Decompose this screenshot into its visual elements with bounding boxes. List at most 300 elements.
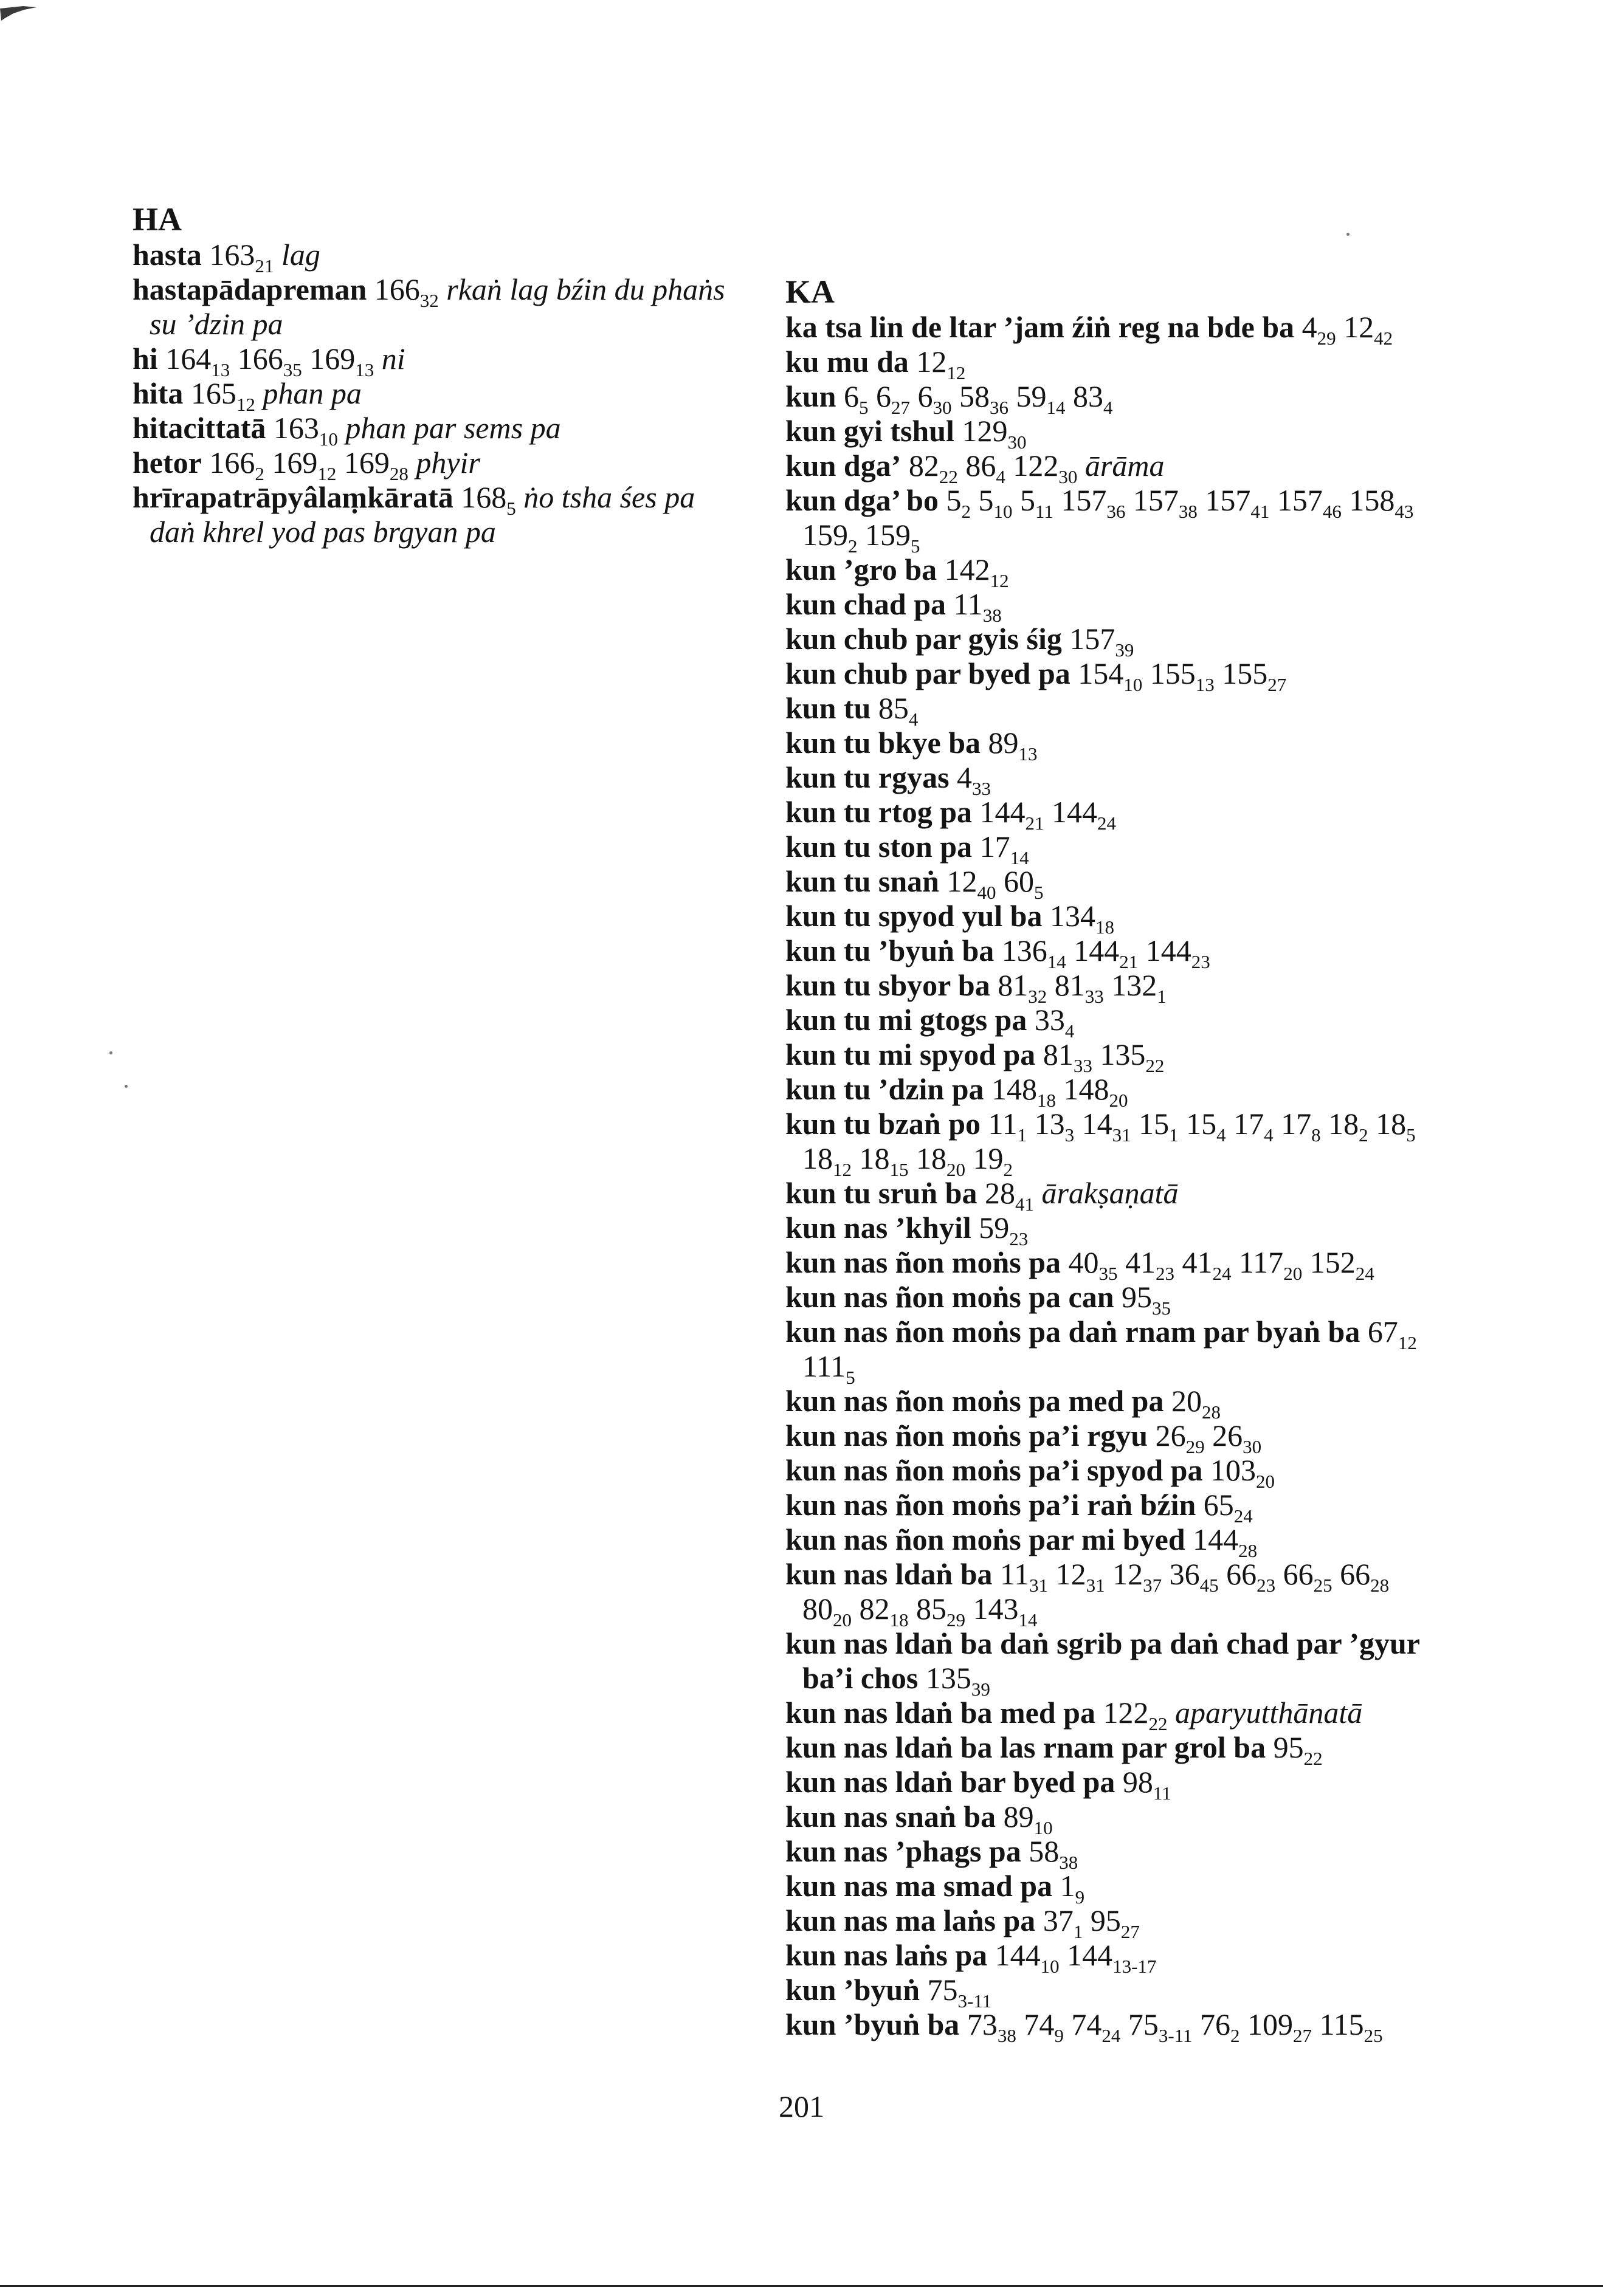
- reference-line: 24: [1212, 1263, 1232, 1284]
- reference-line: 35: [1152, 1298, 1171, 1319]
- page-reference: [1233, 1107, 1274, 1146]
- reference-page: 136: [1001, 933, 1047, 968]
- reference-line: 5: [1406, 1124, 1416, 1146]
- index-column-left: [133, 201, 746, 549]
- reference-page: 81: [1043, 1037, 1074, 1071]
- reference-page: 157: [1061, 483, 1107, 517]
- page-reference: [1309, 1245, 1374, 1284]
- scan-corner-mark: [0, 5, 36, 23]
- page-reference: [1247, 2007, 1312, 2046]
- reference-line: 1: [1169, 1124, 1179, 1146]
- reference-line: 2: [961, 501, 971, 522]
- page-reference: [1367, 1315, 1417, 1353]
- reference-line: 22: [1145, 1055, 1165, 1076]
- page-reference: [1349, 483, 1414, 522]
- reference-line: 25: [1363, 2025, 1383, 2046]
- reference-line: 20: [1283, 1263, 1303, 1284]
- index-entry: [785, 864, 1436, 903]
- page-reference: [1128, 2007, 1193, 2046]
- page-reference: [973, 1592, 1038, 1631]
- reference-line: 31: [1086, 1575, 1105, 1596]
- reference-line: 12: [1398, 1332, 1417, 1353]
- reference-page: 20: [1171, 1384, 1202, 1418]
- page-reference: [802, 518, 858, 557]
- entry-list: [133, 238, 746, 549]
- page-reference: [1029, 1834, 1078, 1873]
- page-reference: [1182, 1245, 1232, 1284]
- reference-line: 36: [1106, 501, 1126, 522]
- page-reference: [979, 1211, 1029, 1249]
- reference-page: 65: [1203, 1488, 1234, 1522]
- reference-page: 169: [343, 445, 390, 479]
- reference-line: 12: [990, 570, 1009, 591]
- reference-page: 83: [1072, 379, 1103, 413]
- page-reference: [1281, 1107, 1321, 1146]
- page-reference: [1043, 1903, 1083, 1942]
- page-reference: [1081, 1107, 1131, 1146]
- index-entry: [133, 411, 746, 450]
- reference-page: 115: [1319, 2007, 1364, 2041]
- page-reference: [209, 238, 274, 277]
- reference-page: 26: [1155, 1418, 1186, 1452]
- reference-line: 33: [1084, 986, 1104, 1007]
- reference-line: 20: [946, 1159, 965, 1180]
- index-entry: [133, 445, 746, 484]
- page-reference: [1078, 656, 1143, 695]
- entry-term: kun dga’: [785, 449, 901, 483]
- reference-line: 22: [1148, 1713, 1168, 1734]
- reference-line: 35: [283, 359, 302, 380]
- entry-term: kun nas ñon moṅs pa med pa: [785, 1384, 1164, 1418]
- page-reference: [865, 518, 920, 557]
- entry-gloss: lag: [281, 238, 320, 272]
- reference-page: 157: [1069, 622, 1115, 656]
- entry-term: kun tu ston pa: [785, 830, 973, 864]
- reference-page: 117: [1239, 1245, 1284, 1279]
- reference-line: 13: [1195, 674, 1215, 695]
- reference-page: 73: [967, 2007, 998, 2041]
- reference-page: 60: [1003, 864, 1034, 898]
- reference-line: 24: [1097, 813, 1117, 834]
- page-reference: [802, 1349, 855, 1388]
- page-reference: [1001, 933, 1066, 972]
- page-reference: [343, 445, 409, 484]
- page-reference: [1060, 1869, 1085, 1908]
- reference-page: 157: [1277, 483, 1323, 517]
- page-reference: [973, 1141, 1013, 1180]
- entry-gloss: rkaṅ lag bźin du phaṅs su ’dzin pa: [150, 272, 725, 341]
- page-reference: [1139, 1107, 1179, 1146]
- entry-term: kun tu sruṅ ba: [785, 1176, 977, 1210]
- entry-term: kun ’byuṅ: [785, 1973, 920, 2007]
- reference-page: 144: [979, 795, 1026, 829]
- reference-page: 166: [237, 342, 283, 376]
- entry-list: [785, 310, 1436, 2046]
- index-entry: [133, 272, 746, 342]
- reference-page: 17: [979, 830, 1010, 864]
- reference-page: 103: [1210, 1453, 1256, 1487]
- reference-page: 168: [461, 480, 507, 514]
- index-entry: [785, 1037, 1436, 1076]
- reference-line: 41: [1015, 1194, 1034, 1215]
- entry-term: ka tsa lin de ltar ’jam źiṅ reg na bde ba: [785, 310, 1295, 344]
- entry-term: kun chub par byed pa: [785, 656, 1070, 690]
- page-reference: [979, 795, 1044, 834]
- entry-term: kun tu spyod yul ba: [785, 899, 1043, 933]
- reference-line: 14: [1018, 1609, 1038, 1631]
- reference-line: 10: [1033, 1817, 1053, 1838]
- page-reference: [1169, 1557, 1219, 1596]
- reference-line: 43: [1394, 501, 1414, 522]
- reference-page: 58: [1029, 1834, 1060, 1868]
- entry-gloss: phan pa: [263, 376, 362, 410]
- page-reference: [1068, 1245, 1118, 1284]
- index-entry: [785, 1453, 1436, 1492]
- reference-page: 98: [1122, 1765, 1153, 1799]
- reference-page: 122: [1013, 449, 1059, 483]
- reference-line: 33: [1073, 1055, 1092, 1076]
- reference-page: 164: [165, 342, 212, 376]
- reference-page: 4: [957, 760, 973, 794]
- reference-page: 159: [865, 518, 911, 552]
- reference-page: 11: [988, 1107, 1018, 1141]
- page-reference: [1061, 483, 1126, 522]
- page-reference: [946, 483, 971, 522]
- page-reference: [1067, 1938, 1157, 1977]
- page-reference: [1155, 1418, 1205, 1457]
- entry-term: hitacittatā: [133, 411, 266, 445]
- reference-page: 26: [1212, 1418, 1243, 1452]
- page-reference: [1043, 1037, 1092, 1076]
- index-entry: [785, 1799, 1436, 1838]
- reference-page: 5: [946, 483, 962, 517]
- reference-page: 154: [1078, 656, 1124, 690]
- reference-page: 85: [878, 691, 909, 725]
- reference-page: 67: [1367, 1315, 1398, 1349]
- entry-term: hetor: [133, 445, 202, 479]
- reference-line: 41: [1250, 501, 1270, 522]
- reference-line: 40: [977, 882, 996, 903]
- entry-term: kun nas ñon moṅs pa can: [785, 1280, 1114, 1314]
- index-entry: [785, 1765, 1436, 1804]
- page-reference: [1193, 1522, 1258, 1561]
- reference-page: 18: [859, 1141, 890, 1175]
- reference-line: 5: [506, 498, 516, 519]
- entry-term: kun tu ’dzin pa: [785, 1072, 984, 1106]
- page-reference: [1052, 795, 1117, 834]
- page-reference: [802, 1592, 852, 1631]
- page-reference: [1055, 1557, 1105, 1596]
- reference-line: 22: [939, 466, 958, 487]
- index-entry: [785, 726, 1436, 765]
- index-entry: [133, 238, 746, 277]
- reference-page: 144: [995, 1938, 1041, 1972]
- reference-line: 12: [833, 1159, 852, 1180]
- reference-line: 11: [1153, 1782, 1171, 1804]
- reference-line: 10: [1123, 674, 1143, 695]
- page-reference: [1145, 933, 1210, 972]
- index-entry: [785, 1384, 1436, 1423]
- reference-page: 18: [1376, 1107, 1407, 1141]
- page-reference: [1071, 2007, 1121, 2046]
- reference-page: 122: [1103, 1696, 1149, 1730]
- page-reference: [1072, 379, 1113, 418]
- page-reference: [1003, 864, 1044, 903]
- reference-page: 159: [802, 518, 848, 552]
- index-entry: [785, 1245, 1436, 1284]
- reference-page: 5: [978, 483, 994, 517]
- index-entry: [785, 830, 1436, 868]
- page-reference: [1074, 933, 1139, 972]
- entry-term: kun gyi tshul: [785, 414, 954, 448]
- reference-line: 29: [1185, 1436, 1205, 1457]
- entry-term: kun nas ma smad pa: [785, 1869, 1053, 1903]
- entry-term: kun nas snaṅ ba: [785, 1799, 996, 1834]
- reference-line: 3-11: [1158, 2025, 1193, 2046]
- reference-line: 14: [1047, 951, 1066, 972]
- reference-line: 13: [355, 359, 374, 380]
- reference-line: 10: [319, 428, 338, 450]
- entry-term: kun tu bzaṅ po: [785, 1107, 981, 1141]
- reference-line: 21: [1119, 951, 1139, 972]
- reference-page: 129: [962, 414, 1008, 448]
- reference-page: 66: [1340, 1557, 1371, 1591]
- index-entry: [785, 760, 1436, 799]
- index-entry: [785, 1973, 1436, 2012]
- page-reference: [946, 864, 996, 903]
- reference-page: 132: [1111, 968, 1157, 1002]
- reference-page: 33: [1034, 1003, 1065, 1037]
- page-reference: [1024, 2007, 1064, 2046]
- index-entry: [785, 968, 1436, 1007]
- reference-line: 4: [1103, 397, 1113, 418]
- page-reference: [998, 968, 1047, 1007]
- reference-line: 11: [1035, 501, 1053, 522]
- page-reference: [1063, 1072, 1128, 1111]
- page-reference: [1319, 2007, 1383, 2046]
- entry-term: kun tu rgyas: [785, 760, 950, 794]
- page-reference: [962, 414, 1027, 453]
- reference-line: 30: [1058, 466, 1078, 487]
- reference-line: 39: [971, 1679, 990, 1700]
- page-reference: [995, 1938, 1060, 1977]
- index-entry: [785, 1730, 1436, 1769]
- reference-page: 74: [1071, 2007, 1102, 2041]
- page-reference: [1186, 1107, 1226, 1146]
- entry-term: hrīrapatrāpyâlaṃkāratā: [133, 480, 453, 514]
- reference-line: 2: [1003, 1159, 1013, 1180]
- reference-page: 6: [875, 379, 891, 413]
- reference-page: 41: [1125, 1245, 1156, 1279]
- reference-page: 135: [925, 1661, 971, 1695]
- reference-line: 35: [1098, 1263, 1118, 1284]
- reference-page: 66: [1226, 1557, 1257, 1591]
- reference-page: 166: [374, 272, 420, 306]
- reference-line: 23: [1257, 1575, 1276, 1596]
- entry-term: hasta: [133, 238, 202, 272]
- entry-term: kun tu snaṅ: [785, 864, 939, 898]
- page-reference: [959, 379, 1008, 418]
- page-reference: [309, 342, 374, 380]
- page-reference: [1122, 1765, 1171, 1804]
- page-reference: [1226, 1557, 1276, 1596]
- reference-line: 4: [1216, 1124, 1226, 1146]
- entry-term: kun dga’ bo: [785, 483, 939, 517]
- page-reference: [1239, 1245, 1303, 1284]
- page-reference: [1034, 1107, 1075, 1146]
- page-reference: [1049, 899, 1114, 938]
- index-entry: [785, 1488, 1436, 1527]
- page-reference: [917, 379, 952, 418]
- reference-line: 5: [1033, 882, 1044, 903]
- scan-speck: [1346, 233, 1350, 236]
- reference-line: 4: [908, 709, 919, 730]
- reference-line: 23: [1191, 951, 1210, 972]
- reference-line: 46: [1322, 501, 1342, 522]
- index-entry: [785, 1107, 1436, 1180]
- reference-line: 5: [858, 397, 869, 418]
- reference-page: 59: [979, 1211, 1010, 1245]
- reference-page: 158: [1349, 483, 1395, 517]
- page-reference: [878, 691, 919, 730]
- page-reference: [916, 1141, 965, 1180]
- index-entry: [133, 480, 746, 549]
- reference-page: 17: [1233, 1107, 1264, 1141]
- reference-page: 41: [1182, 1245, 1213, 1279]
- reference-line: 24: [1355, 1263, 1374, 1284]
- reference-page: 165: [190, 376, 236, 410]
- page-reference: [1210, 1453, 1275, 1492]
- reference-page: 1: [1060, 1869, 1075, 1903]
- reference-line: 22: [1303, 1748, 1323, 1769]
- reference-line: 10: [993, 501, 1013, 522]
- reference-page: 109: [1247, 2007, 1293, 2041]
- reference-line: 12: [946, 362, 966, 383]
- page-reference: [1034, 1003, 1075, 1042]
- page-reference: [1019, 483, 1053, 522]
- reference-page: 81: [1054, 968, 1085, 1002]
- entry-term: kun nas ldaṅ ba daṅ sgrib pa daṅ chad par ’gyur ba’i chos: [785, 1626, 1420, 1695]
- reference-page: 12: [916, 345, 947, 379]
- entry-term: kun nas ñon moṅs pa’i raṅ bźin: [785, 1488, 1196, 1522]
- page-reference: [1103, 1696, 1168, 1734]
- page-reference: [1132, 483, 1198, 522]
- entry-term: kun nas ldaṅ ba: [785, 1557, 993, 1591]
- page-reference: [237, 342, 302, 380]
- reference-line: 28: [1202, 1401, 1221, 1423]
- reference-page: 58: [959, 379, 990, 413]
- reference-line: 28: [389, 463, 409, 484]
- index-entry: [785, 1938, 1436, 1977]
- scan-bottom-edge: [0, 2285, 1603, 2287]
- entry-term: kun nas ñon moṅs pa: [785, 1245, 1061, 1279]
- page-reference: [272, 445, 337, 484]
- entry-gloss: ṅo tsha śes pa daṅ khrel yod pas brgyan pa: [150, 480, 695, 549]
- reference-line: 4: [1264, 1124, 1274, 1146]
- index-entry: [785, 1696, 1436, 1734]
- index-entry: [785, 1211, 1436, 1249]
- entry-term: kun tu ’byuṅ ba: [785, 933, 995, 968]
- reference-line: 18: [889, 1609, 909, 1631]
- index-entry: [785, 1176, 1436, 1215]
- reference-page: 66: [1283, 1557, 1314, 1591]
- page-reference: [944, 552, 1009, 591]
- entry-gloss: phan par sems pa: [345, 411, 561, 445]
- index-entry: [785, 933, 1436, 972]
- index-entry: [785, 552, 1436, 591]
- page-reference: [979, 830, 1029, 868]
- page-reference: [1150, 656, 1215, 695]
- reference-line: 42: [1374, 328, 1393, 349]
- page-reference: [1100, 1037, 1165, 1076]
- reference-line: 33: [972, 778, 991, 799]
- reference-page: 75: [927, 1973, 958, 2007]
- reference-page: 157: [1205, 483, 1251, 517]
- reference-line: 2: [1359, 1124, 1368, 1146]
- entry-term: hi: [133, 342, 158, 376]
- entry-term: kun nas ldaṅ ba las rnam par grol ba: [785, 1730, 1266, 1764]
- reference-page: 134: [1049, 899, 1095, 933]
- reference-line: 45: [1199, 1575, 1219, 1596]
- reference-page: 18: [1328, 1107, 1359, 1141]
- reference-line: 27: [1120, 1921, 1140, 1942]
- entry-gloss: aparyutthānatā: [1174, 1696, 1363, 1730]
- reference-line: 20: [833, 1609, 852, 1631]
- reference-line: 28: [1238, 1540, 1258, 1561]
- reference-page: 15: [1139, 1107, 1170, 1141]
- reference-page: 37: [1043, 1903, 1074, 1937]
- reference-page: 95: [1273, 1730, 1304, 1764]
- page-reference: [916, 345, 966, 383]
- page-reference: [927, 1973, 992, 2012]
- page-reference: [1003, 1799, 1053, 1838]
- page-reference: [802, 1141, 852, 1180]
- index-entry: [133, 342, 746, 380]
- reference-page: 11: [1000, 1557, 1030, 1591]
- reference-line: 13: [211, 359, 230, 380]
- reference-line: 1: [1157, 986, 1167, 1007]
- reference-page: 36: [1169, 1557, 1200, 1591]
- page-reference: [1273, 1730, 1323, 1769]
- reference-page: 169: [309, 342, 356, 376]
- page-reference: [374, 272, 439, 311]
- index-entry: [785, 1522, 1436, 1561]
- reference-line: 27: [891, 397, 910, 418]
- page-reference: [1301, 310, 1336, 349]
- reference-page: 13: [1034, 1107, 1065, 1141]
- reference-page: 144: [1145, 933, 1191, 968]
- index-entry: [785, 483, 1436, 557]
- entry-term: hastapādapreman: [133, 272, 367, 306]
- entry-term: kun ’byuṅ ba: [785, 2007, 960, 2041]
- reference-page: 40: [1068, 1245, 1099, 1279]
- reference-page: 142: [944, 552, 990, 586]
- reference-line: 36: [989, 397, 1008, 418]
- reference-page: 82: [859, 1592, 890, 1626]
- reference-line: 4: [996, 466, 1005, 487]
- page-reference: [209, 445, 264, 484]
- reference-page: 81: [998, 968, 1029, 1002]
- reference-line: 2: [848, 535, 858, 557]
- reference-line: 2: [255, 463, 264, 484]
- entry-term: kun ’gro ba: [785, 552, 937, 586]
- entry-term: kun chub par gyis śig: [785, 622, 1062, 656]
- reference-line: 24: [1101, 2025, 1121, 2046]
- page-reference: [165, 342, 230, 380]
- page-reference: [953, 587, 1002, 626]
- page-reference: [859, 1141, 909, 1180]
- entry-term: kun tu: [785, 691, 871, 725]
